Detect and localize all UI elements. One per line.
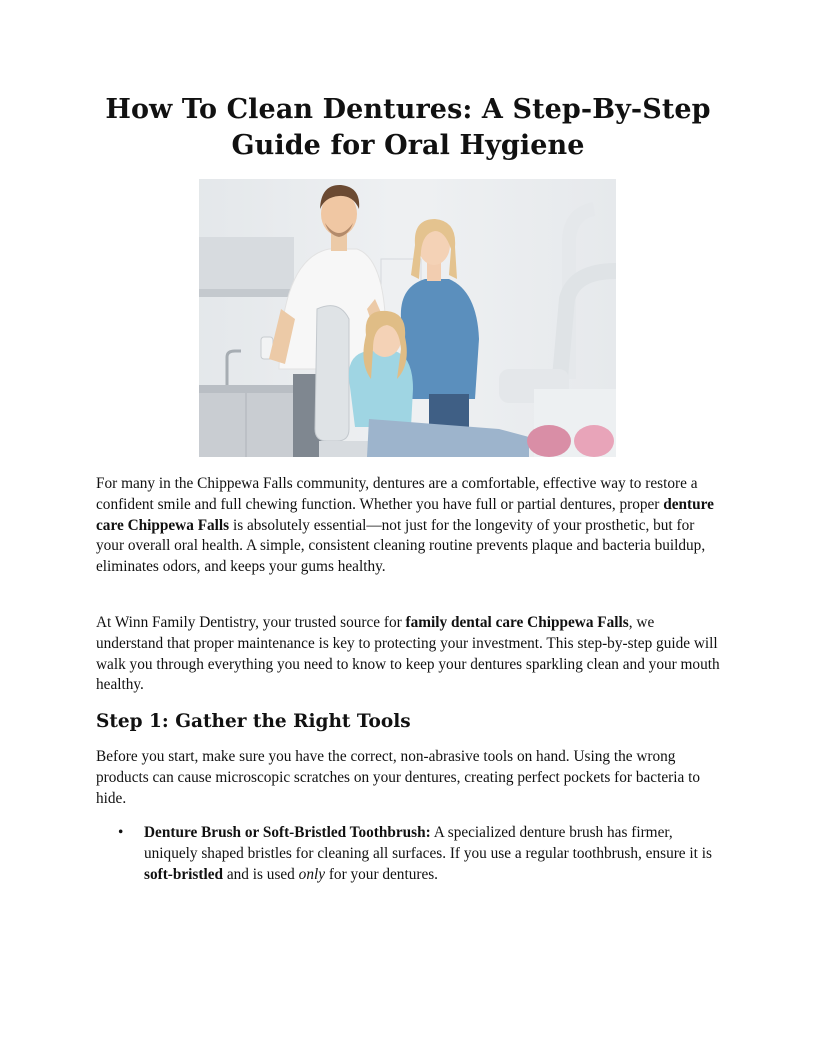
list-item-label: Denture Brush or Soft-Bristled Toothbrush: — [144, 824, 431, 841]
practice-paragraph — [96, 613, 722, 696]
list-item-text-2: and is used — [223, 865, 299, 883]
list-item — [96, 823, 722, 885]
tools-list — [96, 823, 722, 885]
intro-text-2: is absolutely essential—not just for the longevity of your prosthetic, but for your overall oral health. A simple, consistent cleaning routine prevents plaque and bacteria buildup, eliminates odors, and keeps your gums healthy. — [96, 516, 706, 576]
bullet-icon: • — [118, 824, 124, 841]
list-item-italic: only — [298, 865, 326, 883]
practice-bold-keyword: family dental care Chippewa Falls — [405, 614, 629, 631]
page-title: How To Clean Dentures: A Step-By-Step Guide for Oral Hygiene — [105, 94, 711, 161]
list-item-bold: soft-bristled — [144, 865, 224, 883]
intro-bold-keyword: denture care Chippewa Falls — [96, 495, 714, 534]
list-item-text-1: A specialized denture brush has firmer, uniquely shaped bristles for cleaning all surfaces. If you use a regular toothbrush, ensure it is — [144, 824, 712, 862]
intro-text-1: For many in the Chippewa Falls community, dentures are a comfortable, effective way to restore a confident smile and full chewing function. Whether you have full or partial dentures, proper — [96, 475, 698, 513]
step1-heading: Step 1: Gather the Right Tools — [96, 711, 411, 732]
practice-text-1: At Winn Family Dentistry, your trusted source for — [96, 614, 406, 631]
intro-paragraph — [96, 474, 722, 578]
upper-cabinet — [199, 237, 294, 297]
family-dental-photo — [199, 179, 616, 457]
list-item-text-3: for your dentures. — [325, 865, 439, 883]
practice-text-2: , we understand that proper maintenance is key to protecting your investment. This step-by-step guide will walk you through everything you need to know to keep your dentures sparkling clean and your mouth healthy. — [96, 614, 720, 694]
step1-intro: Before you start, make sure you have the correct, non-abrasive tools on hand. Using the wrong products can cause microscopic scratches on your dentures, creating perfect pockets for bacteria to hide. — [96, 748, 700, 807]
